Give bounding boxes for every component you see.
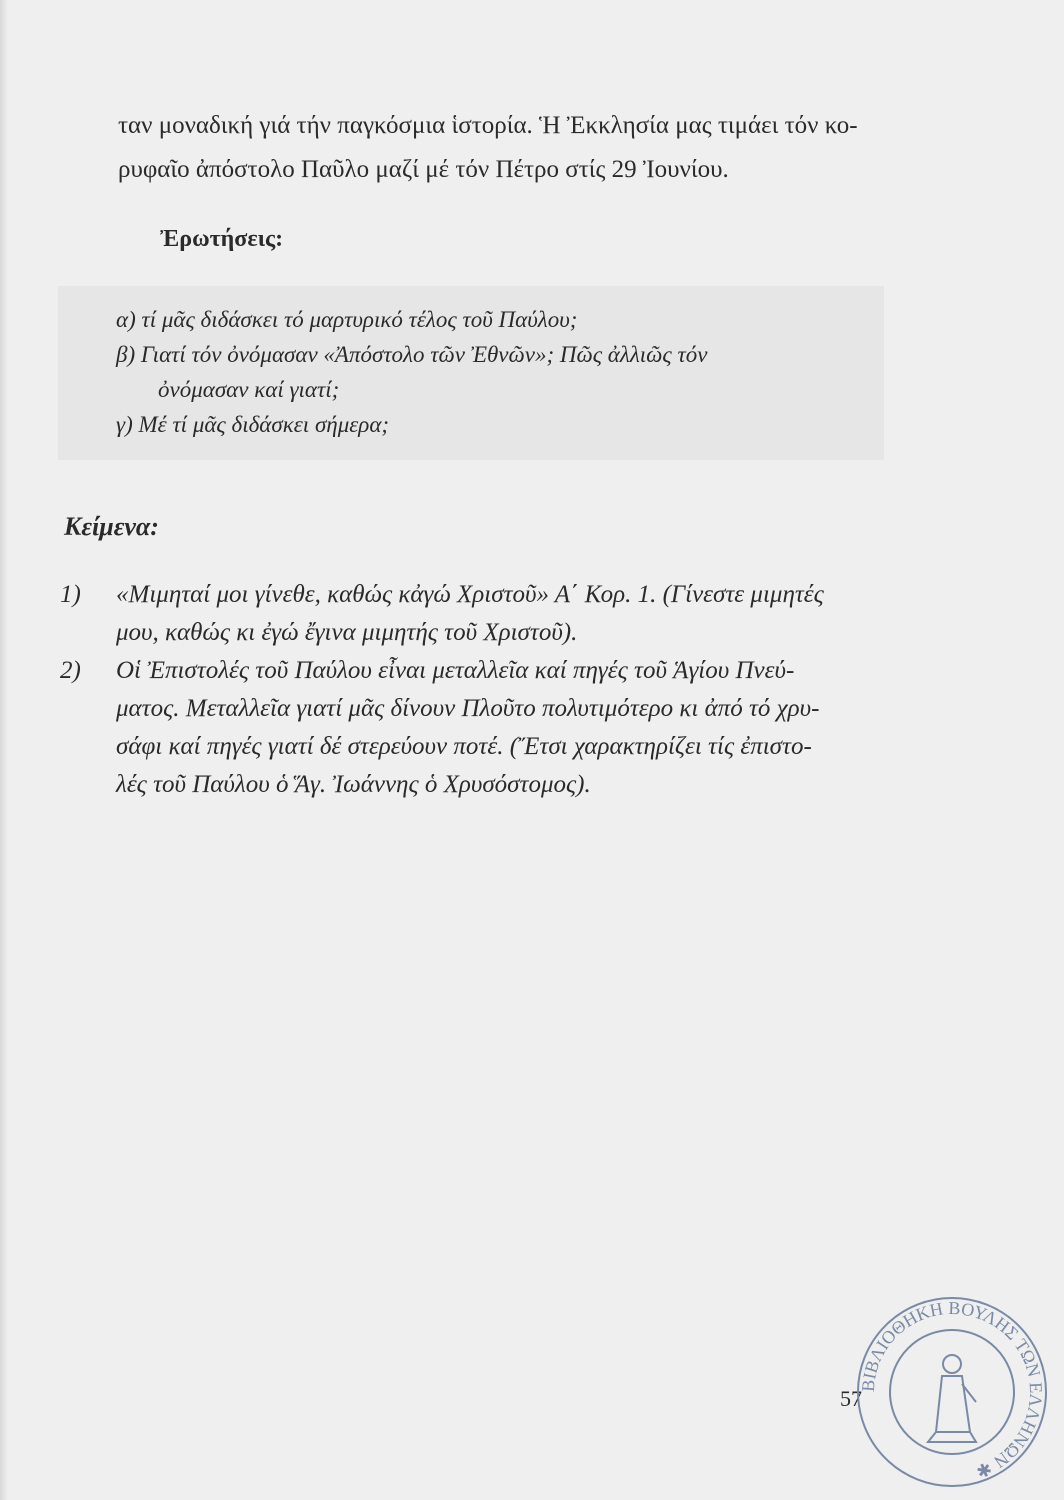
text-item-number: 2) [60,657,81,684]
question-text: γ) Μέ τί μᾶς διδάσκει σήμερα; [116,412,390,437]
stamp-text: ΒΙΒΛΙΟΘΗΚΗ ΒΟΥΛΗΣ ΤΩΝ ΕΛΛΗΝΩΝ ✱ [857,1297,1047,1482]
text-item [60,576,910,652]
intro-paragraph [118,104,898,192]
intro-line: ρυφαῖο ἀπόστολο Παῦλο μαζί μέ τόν Πέτρο στίς 29 Ἰουνίου. [118,156,729,183]
text-line: «Μιμηταί μοι γίνεθε, καθώς κἀγώ Χριστοῦ» Α΄ Κορ. 1. (Γίνεστε μιμητές [116,581,824,608]
text-line: ματος. Μεταλλεῖα γιατί μᾶς δίνουν Πλοῦτο πολυτιμότερο κι ἀπό τό χρυ- [116,695,820,722]
text-line: μου, καθώς κι ἐγώ ἔγινα μιμητής τοῦ Χριστοῦ). [116,619,578,646]
intro-line: ταν μοναδική γιά τήν παγκόσμια ἱστορία. Ἡ Ἐκκλησία μας τιμάει τόν κο- [118,112,858,139]
question-text: α) τί μᾶς διδάσκει τό μαρτυρικό τέλος τοῦ Παύλου; [116,307,578,332]
question-continuation: ὀνόμασαν καί γιατί; [158,377,340,402]
stamp-inner-ring [890,1330,1014,1454]
question-item [116,337,856,407]
page-edge [0,0,8,1500]
question-text: β) Γιατί τόν ὀνόμασαν «Ἀπόστολο τῶν Ἐθνῶν»; Πῶς ἀλλιῶς τόν [116,342,708,367]
page-number: 57 [840,1386,862,1411]
library-stamp [852,1292,1052,1492]
stamp-figure-icon [928,1355,976,1442]
text-item-number: 1) [60,581,81,608]
questions-heading: Ἐρωτήσεις: [160,226,284,252]
question-item [116,407,856,442]
text-item [60,652,910,804]
texts-heading: Κείμενα: [64,512,159,541]
text-line: σάφι καί πηγές γιατί δέ στερεύουν ποτέ. (Ἔτσι χαρακτηρίζει τίς ἐπιστο- [116,733,812,760]
text-line: Οἱ Ἐπιστολές τοῦ Παύλου εἶναι μεταλλεῖα καί πηγές τοῦ Ἁγίου Πνεύ- [116,657,795,684]
text-line: λές τοῦ Παύλου ὁ Ἅγ. Ἰωάννης ὁ Χρυσόστομος). [116,771,591,798]
texts-list [60,576,910,804]
question-item [116,302,856,337]
questions-list [116,302,856,442]
